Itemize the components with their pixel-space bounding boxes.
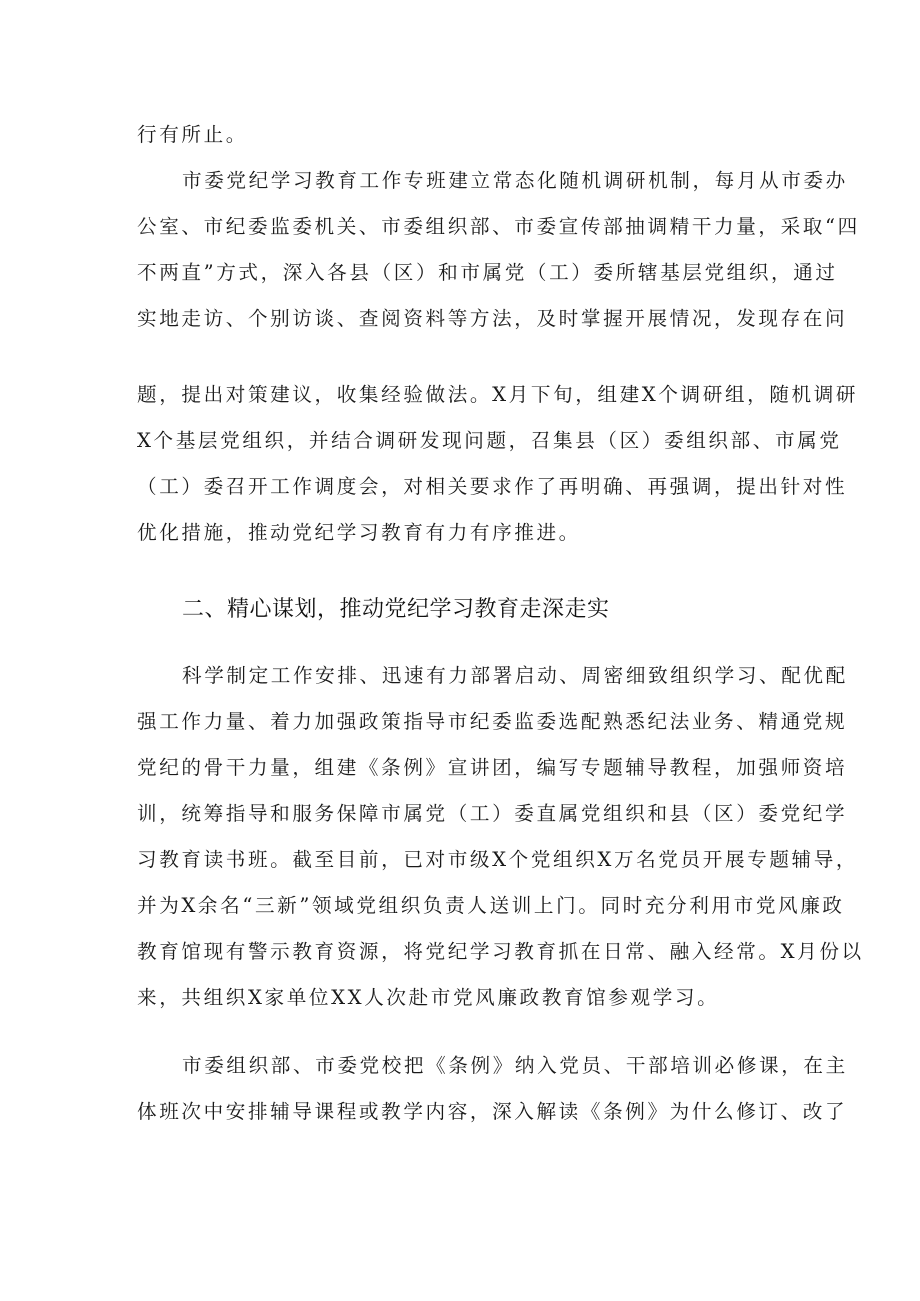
section-heading: 二、精心谋划，推动党纪学习教育走深走实 <box>182 597 610 622</box>
paragraph-line: 习教育读书班。截至目前，已对市级X个党组织X万名党员开展专题辅导， <box>137 848 859 871</box>
paragraph-line: 教育馆现有警示教育资源，将党纪学习教育抓在日常、融入经常。X月份以 <box>137 940 864 963</box>
paragraph-line: 不两直”方式，深入各县（区）和市属党（工）委所辖基层党组织，通过 <box>137 261 838 284</box>
paragraph-line: 题，提出对策建议，收集经验做法。X月下旬，组建X个调研组，随机调研 <box>137 383 859 406</box>
paragraph-line: 行有所止。 <box>137 123 248 146</box>
paragraph-line: 党纪的骨干力量，组建《条例》宣讲团，编写专题辅导教程，加强师资培 <box>137 756 848 779</box>
paragraph-line: 强工作力量、着力加强政策指导市纪委监委选配熟悉纪法业务、精通党规 <box>137 710 848 733</box>
paragraph-line: 训，统筹指导和服务保障市属党（工）委直属党组织和县（区）委党纪学 <box>137 802 848 825</box>
paragraph-line: （工）委召开工作调度会，对相关要求作了再明确、再强调，提出针对性 <box>137 475 848 498</box>
paragraph-line: 来，共组织X家单位XX人次赴市党风廉政教育馆参观学习。 <box>137 986 720 1009</box>
paragraph-line: 公室、市纪委监委机关、市委组织部、市委宣传部抽调精干力量，采取“四 <box>137 215 860 238</box>
paragraph-line: X个基层党组织，并结合调研发现问题，召集县（区）委组织部、市属党 <box>137 429 842 452</box>
paragraph-line: 科学制定工作安排、迅速有力部署启动、周密细致组织学习、配优配 <box>182 664 848 687</box>
paragraph-line: 体班次中安排辅导课程或教学内容，深入解读《条例》为什么修订、改了 <box>137 1100 848 1123</box>
paragraph-line: 市委党纪学习教育工作专班建立常态化随机调研机制，每月从市委办 <box>182 169 848 192</box>
paragraph-line: 优化措施，推动党纪学习教育有力有序推进。 <box>137 521 581 544</box>
paragraph-line: 实地走访、个别访谈、查阅资料等方法，及时掌握开展情况，发现存在问 <box>137 307 848 330</box>
paragraph-line: 市委组织部、市委党校把《条例》纳入党员、干部培训必修课，在主 <box>182 1054 848 1077</box>
paragraph-line: 并为X余名“三新”领域党组织负责人送训上门。同时充分利用市党风廉政 <box>137 894 845 917</box>
